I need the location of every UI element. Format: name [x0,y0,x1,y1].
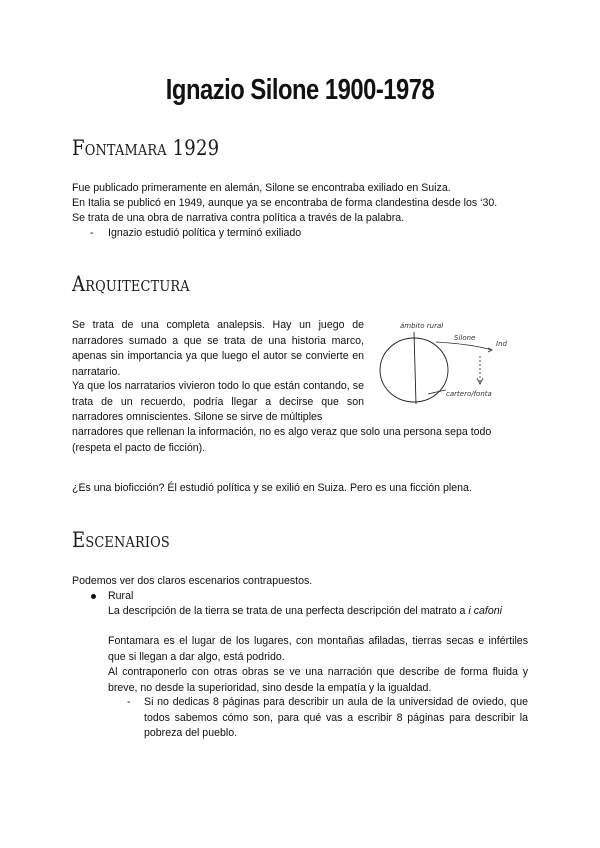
escenarios-para-2: Al contraponerlo con otras obras se ve una narración que describe de forma fluida y breve, no desde la superioridad, sino desde la empatía y la igualdad. [108,666,528,694]
escenarios-desc-italic: i cafoni [468,605,502,617]
heading-arquitectura: Arquitectura [72,272,190,296]
arquitectura-para-2b: narradores que rellenan la información, no es algo veraz que solo una persona sepa todo (respeta el pacto de ficción). [72,426,492,454]
fontamara-line-2: En Italia se publicó en 1949, aunque ya se encontraba de forma clandestina desde los ‘30. [72,197,498,209]
dash-marker: - [90,227,94,239]
dash-marker-2: - [127,696,131,708]
fontamara-dash-item: Ignazio estudió política y terminó exiliado [108,227,302,239]
arquitectura-para-2a: Ya que los narratarios vivieron todo lo que están contando, se trata de un recuerdo, podría llegar a decirse que son narradores omniscientes. Silone se sirve de múltiples [72,380,364,423]
escenarios-bullet-rural: Rural [108,590,134,602]
escenarios-desc-text: La descripción de la tierra se trata de una perfecta descripción del matrato a [108,605,466,617]
heading-fontamara: Fontamara 1929 [72,136,220,160]
escenarios-desc [108,604,528,620]
sketch-label-2: Silone [454,334,476,342]
arquitectura-para-1: Se trata de una completa analepsis. Hay un juego de narradores sumado a que se trata de una historia marco, apenas sin importancia ya que luego el autor se convierte en narratario. [72,319,364,378]
fontamara-line-1: Fue publicado primeramente en alemán, Silone se encontraba exiliado en Suiza. [72,182,451,194]
bullet-dot [91,594,96,599]
narrator-sketch [376,316,528,412]
fontamara-line-3: Se trata de una obra de narrativa contra política a través de la palabra. [72,212,405,224]
arquitectura-para-3: ¿Es una bioficción? Él estudió política y se exilió en Suiza. Pero es una ficción plena. [72,482,472,494]
escenarios-para-1: Fontamara es el lugar de los lugares, con montañas afiladas, tierras secas e infértiles que si llegan a dar algo, está podrido. [108,635,528,663]
heading-escenarios: Escenarios [72,528,170,552]
page-title: Ignazio Silone 1900-1978 [165,74,435,106]
escenarios-intro: Podemos ver dos claros escenarios contrapuestos. [72,575,313,587]
sketch-label-4: cartero/fonta [446,390,492,398]
escenarios-dash-item: Si no dedicas 8 páginas para describir un aula de la universidad de oviedo, que todos sabemos cómo son, para qué vas a escribir 8 páginas para describir la pobreza del pueblo. [144,696,528,739]
sketch-label-3: Ind [496,340,507,348]
sketch-label-1: ámbito rural [400,322,444,330]
